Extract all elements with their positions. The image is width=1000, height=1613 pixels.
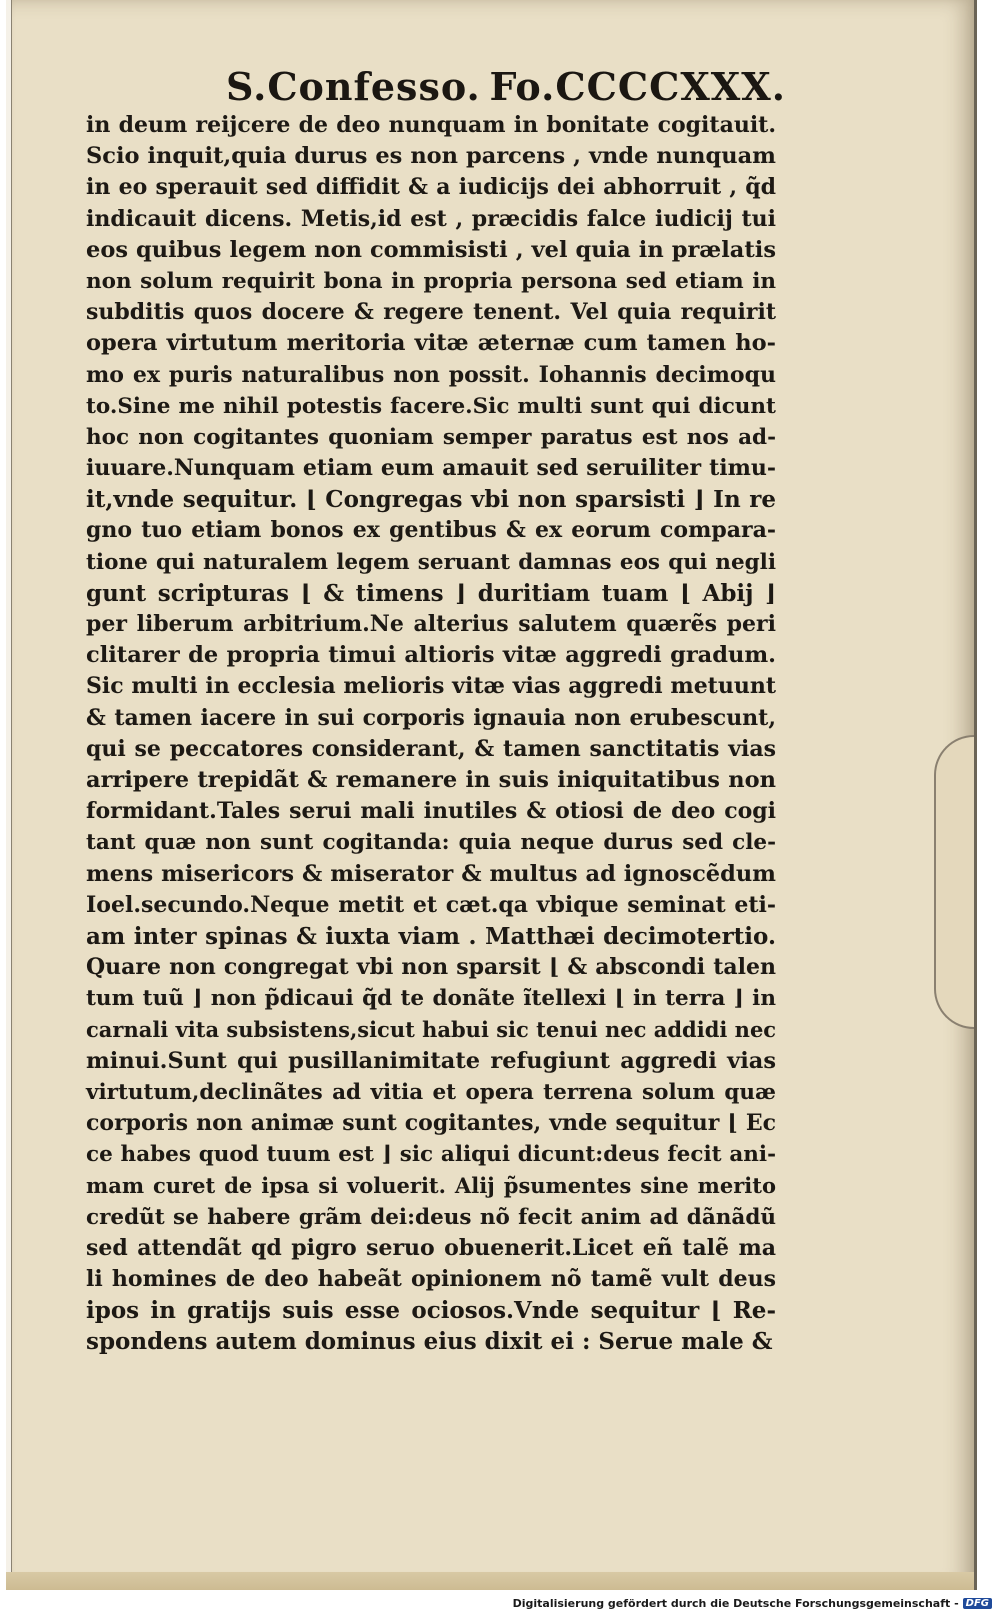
text-line: tant quæ non sunt cogitanda: quia neque durus sed cle- <box>86 830 776 856</box>
text-line: Ioel.secundo.Neque metit et cæt.qa vbique seminat eti- <box>86 891 776 918</box>
text-line: mam curet de ipsa si voluerit. Alij p̃sumentes sine merito <box>86 1173 776 1199</box>
text-line: it,vnde sequitur. ⌊ Congregas vbi non sparsisti ⌋ In re <box>86 486 776 514</box>
text-line: formidant.Tales serui mali inutiles & otiosi de deo cogi <box>86 798 776 825</box>
text-line: indicauit dicens. Metis,id est , præcidis falce iudicij tui <box>86 205 776 232</box>
text-line: spondens autem dominus eius dixit ei : Serue male & <box>86 1328 773 1356</box>
dfg-logo-icon: DFG <box>963 1598 992 1609</box>
text-line: to.Sine me nihil potestis facere.Sic multi sunt qui dicunt <box>86 393 776 419</box>
folio-number: Fo.CCCCXXX. <box>489 64 786 109</box>
text-line: corporis non animæ sunt cogitantes, vnde sequitur ⌊ Ec <box>86 1110 776 1136</box>
text-line: arripere trepidãt & remanere in suis iniquitatibus non <box>86 766 776 793</box>
running-head-title: S.Confesso. <box>226 64 481 109</box>
text-line: opera virtutum meritoria vitæ æternæ cum tamen ho- <box>86 330 776 357</box>
text-line: minui.Sunt qui pusillanimitate refugiunt aggredi vias <box>86 1047 776 1074</box>
text-line: tum tuũ ⌋ non p̃dicaui q̃d te donãte ĩtellexi ⌊ in terra ⌋ in <box>86 986 776 1012</box>
text-line: Scio inquit,quia durus es non parcens , vnde nunquam <box>86 143 776 170</box>
text-line: ce habes quod tuum est ⌋ sic aliqui dicunt:deus fecit ani- <box>86 1142 776 1168</box>
text-line: non solum requirit bona in propria persona sed etiam in <box>86 268 776 294</box>
page-edge <box>6 0 12 1590</box>
text-line: mens misericors & miserator & multus ad ignoscẽdum <box>86 860 776 887</box>
text-line: tione qui naturalem legem seruant damnas eos qui negli <box>86 549 776 575</box>
text-line: subditis quos docere & regere tenent. Vel quia requirit <box>86 299 776 326</box>
text-line: gno tuo etiam bonos ex gentibus & ex eorum compara- <box>86 517 776 544</box>
text-line: virtutum,declinãtes ad vitia et opera terrena solum quæ <box>86 1079 776 1105</box>
text-line: am inter spinas & iuxta viam . Matthæi decimotertio. <box>86 922 776 950</box>
main-text-block <box>86 110 776 1358</box>
book-page <box>6 0 977 1590</box>
text-line: Sic multi in ecclesia melioris vitæ vias aggredi metuunt <box>86 673 776 700</box>
footer-credit: Digitalisierung gefördert durch die Deutsche Forschungsgemeinschaft - <box>512 1597 959 1610</box>
text-line: li homines de deo habeãt opinionem nõ tamẽ vult deus <box>86 1265 776 1292</box>
page-tab-marker <box>934 735 974 1029</box>
text-line: iuuare.Nunquam etiam eum amauit sed seruiliter timu- <box>86 455 776 482</box>
text-line: credũt se habere grãm dei:deus nõ fecit anim ad dãnãdũ <box>86 1204 776 1230</box>
text-line: sed attendãt qd pigro seruo obuenerit.Licet eñ talẽ ma <box>86 1234 776 1261</box>
text-line: & tamen iacere in sui corporis ignauia non erubescunt, <box>86 704 776 731</box>
running-head <box>226 64 786 114</box>
text-line: eos quibus legem non commisisti , vel quia in prælatis <box>86 236 776 263</box>
digitization-footer <box>513 1597 992 1610</box>
text-line: in deum reijcere de deo nunquam in bonitate cogitauit. <box>86 112 776 138</box>
text-line: mo ex puris naturalibus non possit. Iohannis decimoqu <box>86 361 776 388</box>
text-line: clitarer de propria timui altioris vitæ aggredi gradum. <box>86 642 776 669</box>
text-line: gunt scripturas ⌊ & timens ⌋ duritiam tuam ⌊ Abij ⌋ <box>86 579 776 607</box>
text-line: Quare non congregat vbi non sparsit ⌊ & abscondi talen <box>86 954 776 981</box>
text-line: carnali vita subsistens,sicut habui sic tenui nec addidi nec <box>86 1017 777 1043</box>
text-line: per liberum arbitrium.Ne alterius salutem quærẽs peri <box>86 611 776 637</box>
text-line: qui se peccatores considerant, & tamen sanctitatis vias <box>86 735 776 762</box>
text-line: hoc non cogitantes quoniam semper paratus est nos ad- <box>86 424 776 450</box>
page-bottom-edge <box>6 1572 974 1590</box>
text-line: ipos in gratijs suis esse ociosos.Vnde sequitur ⌊ Re- <box>86 1297 776 1325</box>
text-line: in eo sperauit sed diffidit & a iudicijs dei abhorruit , q̃d <box>86 174 776 201</box>
